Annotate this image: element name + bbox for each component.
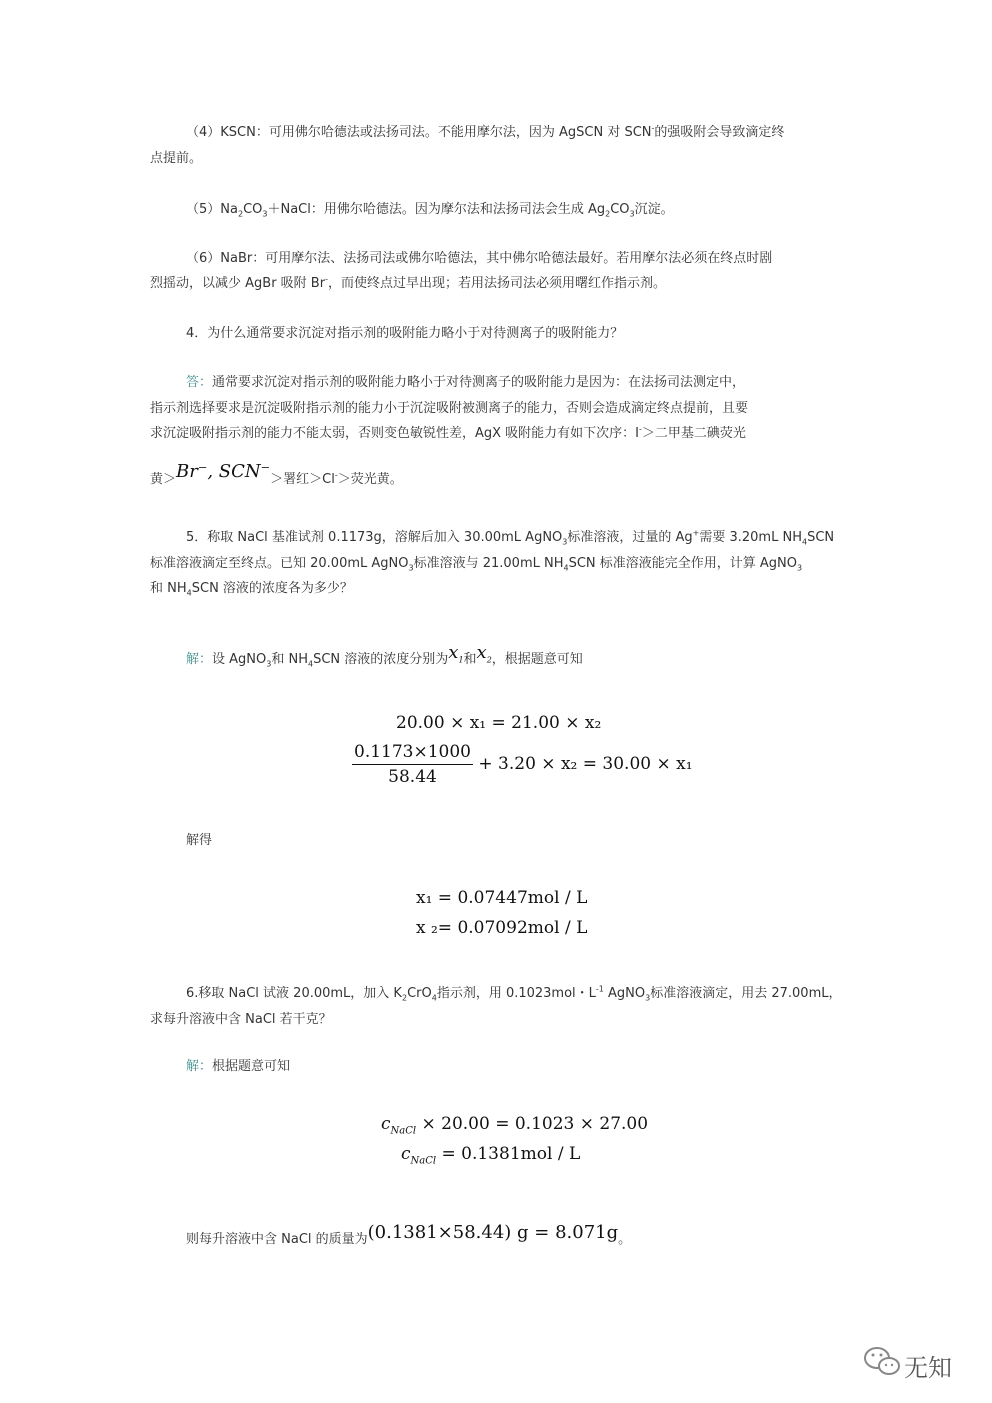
question-6: 6.移取 NaCl 试液 20.00mL，加入 $K_2CrO_4$指示剂，用 0.1023mol・$L^{-1}$ AgNO$_3$标准溶液滴定，用去 27.00mL， xyxy=(186,984,842,1003)
para-4: （4）KSCN：可用佛尔哈德法或法扬司法。不能用摩尔法，因为 AgSCN 对 SCN-的强吸附会导致滴定终 xyxy=(186,123,785,140)
var-x2: $x_2$ xyxy=(476,642,492,665)
answer-label: 解： xyxy=(186,652,213,667)
fraction: $\frac{0.1173\times 1000}{58.44}$ xyxy=(354,742,471,787)
question-5-line2: 标准溶液滴定至终点。已知 20.00mL AgNO$_3$标准溶液与 21.00mL $NH_4SCN$ 标准溶液能完全作用，计算 AgNO$_3$ xyxy=(150,556,803,573)
solve-label: 解得 xyxy=(186,833,213,848)
para-6-line2: 烈摇动，以减少 AgBr 吸附 Br-，而使终点过早出现；若用法扬司法必须用曙红作指示剂。 xyxy=(150,274,666,291)
ion-formula: Br⁻, SCN⁻ xyxy=(176,461,271,482)
wechat-icon xyxy=(862,1344,902,1380)
answer-4-line2: 指示剂选择要求是沉淀吸附指示剂的能力小于沉淀吸附被测离子的能力，否则会造成滴定终点提前，且要 xyxy=(150,401,749,416)
question-5: 5．称取 NaCl 基准试剂 0.1173g，溶解后加入 30.00mL AgNO$_3$标准溶液，过量的 Ag+需要 3.20mL $NH_4SCN$ xyxy=(186,528,835,547)
question-6-line2: 求每升溶液中含 NaCl 若干克？ xyxy=(150,1012,332,1027)
para-6: （6）NaBr：可用摩尔法、法扬司法或佛尔哈德法，其中佛尔哈德法最好。若用摩尔法必须在终点时剧 xyxy=(186,251,773,266)
equation-2: $\frac{0.1173\times 1000}{58.44}$ + 3.20 × x₂ = 30.00 × x₁ xyxy=(354,742,693,787)
question-5-line3: 和 $NH_4SCN$ 溶液的浓度各为多少？ xyxy=(150,581,353,598)
answer-label: 答： xyxy=(186,375,213,390)
para-5: $(5)Na_2CO_3+NaCl$：用佛尔哈德法。因为摩尔法和法扬司法会生成 $Ag_2CO_3$沉淀。 xyxy=(186,202,674,219)
watermark xyxy=(862,1342,972,1382)
answer-label: 解： xyxy=(186,1059,213,1074)
final-math: (0.1381×58.44) g = 8.071g xyxy=(367,1222,619,1243)
question-4: 4．为什么通常要求沉淀对指示剂的吸附能力略小于对待测离子的吸附能力？ xyxy=(186,326,624,341)
answer-4-line3: 求沉淀吸附指示剂的能力不能太弱，否则变色敏锐性差，AgX 吸附能力有如下次序：I-＞二甲基二碘荧光 xyxy=(150,424,746,441)
result-x1: x₁ = 0.07447mol / L xyxy=(416,888,588,908)
answer-6: 解：根据题意可知 xyxy=(186,1059,291,1074)
answer-4: 答：通常要求沉淀对指示剂的吸附能力略小于对待测离子的吸附能力是因为：在法扬司法测定中， xyxy=(186,375,746,390)
equation-3: $c_{NaCl} \times 20.00 = 0.1023 \times 27.00$ xyxy=(381,1114,649,1137)
equation-4: $c_{NaCl} = 0.1381mol / L$ xyxy=(401,1144,581,1167)
watermark-text: 无知 xyxy=(904,1354,952,1382)
var-x1: $x_1$ xyxy=(448,642,464,665)
equation-1: 20.00 × x₁ = 21.00 × x₂ xyxy=(396,713,602,733)
para-4-line2: 点提前。 xyxy=(150,151,203,166)
result-x2: x ₂= 0.07092mol / L xyxy=(416,918,588,938)
answer-5: 解：设 AgNO$_3$和 $NH_4SCN$ 溶液的浓度分别为$x_1$和$x_2$，根据题意可知 xyxy=(186,642,583,669)
answer-4-line4: 黄＞Br⁻, SCN⁻＞署红＞Cl-＞荧光黄。 xyxy=(150,461,403,487)
final-line: 则每升溶液中含 NaCl 的质量为(0.1381×58.44) g = 8.071g。 xyxy=(186,1222,632,1247)
